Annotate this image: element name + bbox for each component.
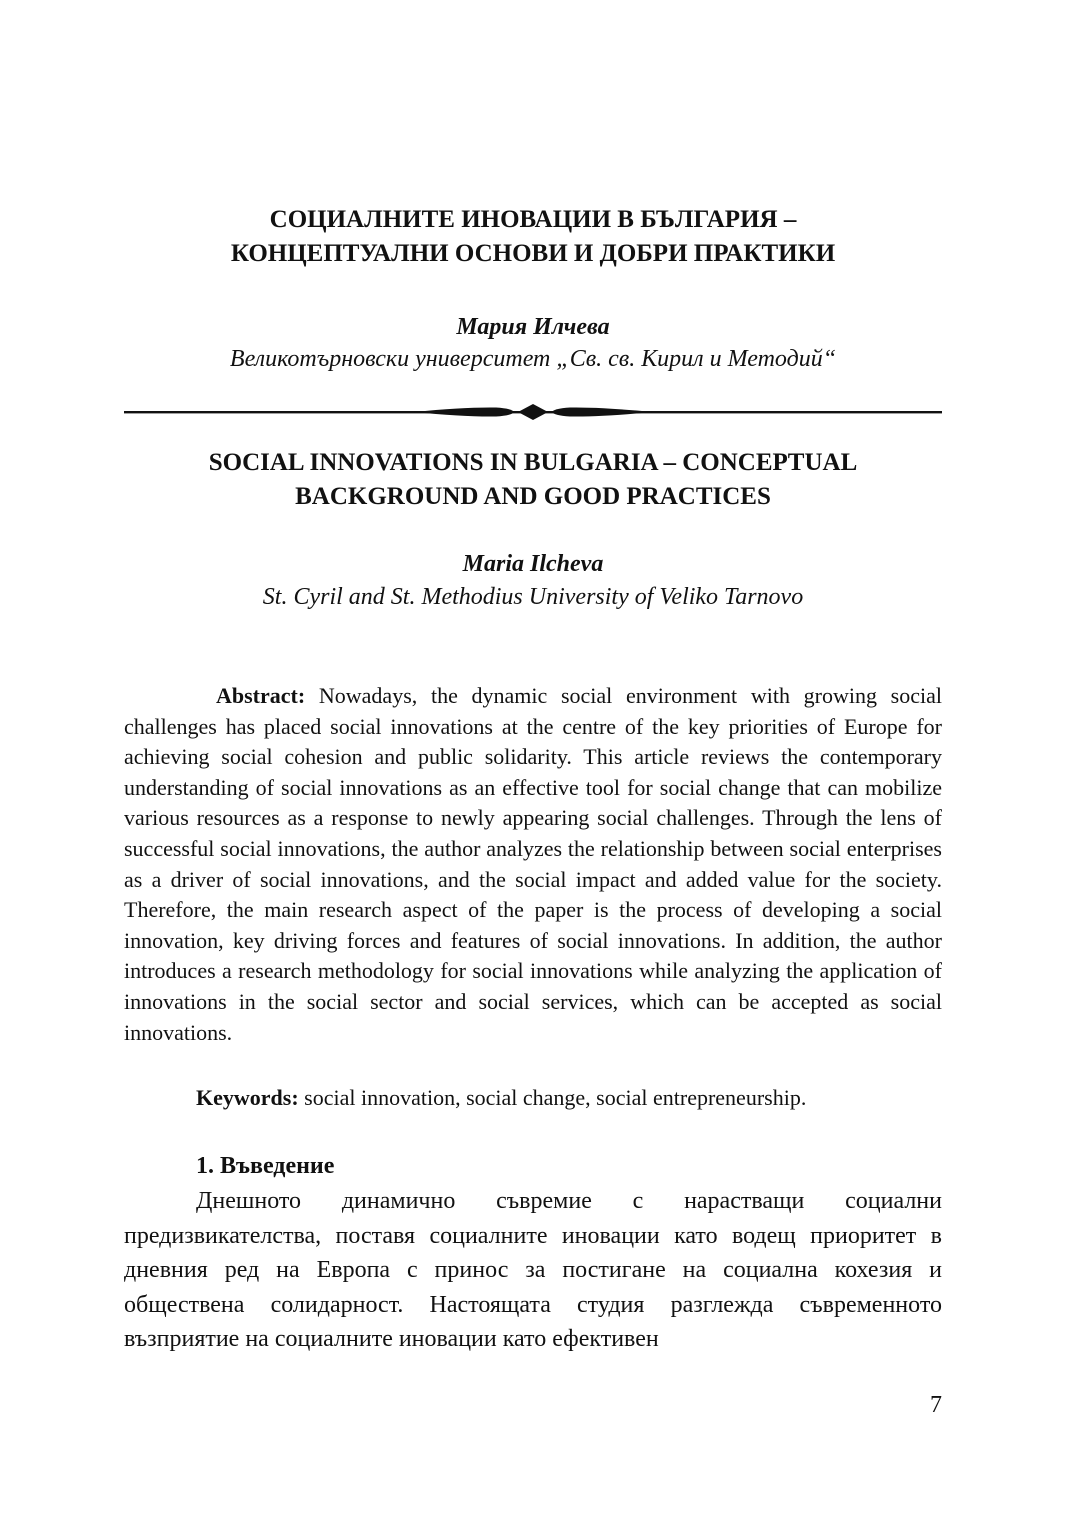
- title-bulgarian-line-2: КОНЦЕПТУАЛНИ ОСНОВИ И ДОБРИ ПРАКТИКИ: [230, 240, 836, 267]
- page-number: 7: [930, 1392, 942, 1418]
- abstract-label: Abstract:: [216, 683, 306, 708]
- abstract-text: Nowadays, the dynamic social environment with growing social challenges has placed social innovations at the centre of the key priorities of Europe for achieving social cohesion and public solidarity. This article reviews the contemporary understanding of social innovations as an effective tool for social change that can mobilize various resources as a response to newly appearing social challenges. Through the lens of successful social innovations, the author analyzes the relationship between social enterprises as a driver of social innovations, and the social impact and added value for the society. Therefore, the main research aspect of the paper is the process of developing a social innovation, key driving forces and features of social innovations. In addition, the author introduces a research methodology for social innovations while analyzing the application of innovations in the social sector and social services, which can be accepted as social innovations.: [124, 683, 942, 1045]
- keywords-line: [196, 1083, 942, 1113]
- page: [124, 0, 942, 1532]
- title-english: [124, 446, 942, 514]
- ornamental-divider: [124, 401, 942, 423]
- title-english-line-2: BACKGROUND AND GOOD PRACTICES: [295, 483, 771, 510]
- title-bulgarian-line-1: СОЦИАЛНИТЕ ИНОВАЦИИ В БЪЛГАРИЯ –: [269, 206, 797, 233]
- title-bulgarian: [124, 203, 942, 271]
- abstract-paragraph: [124, 681, 942, 1048]
- author-english: Maria Ilcheva: [462, 551, 604, 577]
- keywords-text: social innovation, social change, social entrepreneurship.: [298, 1085, 807, 1110]
- affiliation-bulgarian: Великотърновски университет „Св. св. Кирил и Методий“: [229, 346, 837, 372]
- affiliation-english: St. Cyril and St. Methodius University of Veliko Tarnovo: [262, 584, 804, 610]
- title-english-line-1: SOCIAL INNOVATIONS IN BULGARIA – CONCEPTUAL: [208, 449, 858, 476]
- section-heading: 1. Въведение: [196, 1153, 335, 1179]
- keywords-label: Keywords:: [196, 1085, 299, 1110]
- section-body-text: Днешното динамично съвремие с нарастващи социални предизвикателства, поставя социалните иновации като водещ приоритет в дневния ред на Европа с принос за постигане на социална кохезия и обществена солидарност. Настоящата студия разглежда съвременното възприятие на социалните иновации като ефективен: [124, 1188, 942, 1352]
- author-bulgarian: Мария Илчева: [456, 314, 610, 340]
